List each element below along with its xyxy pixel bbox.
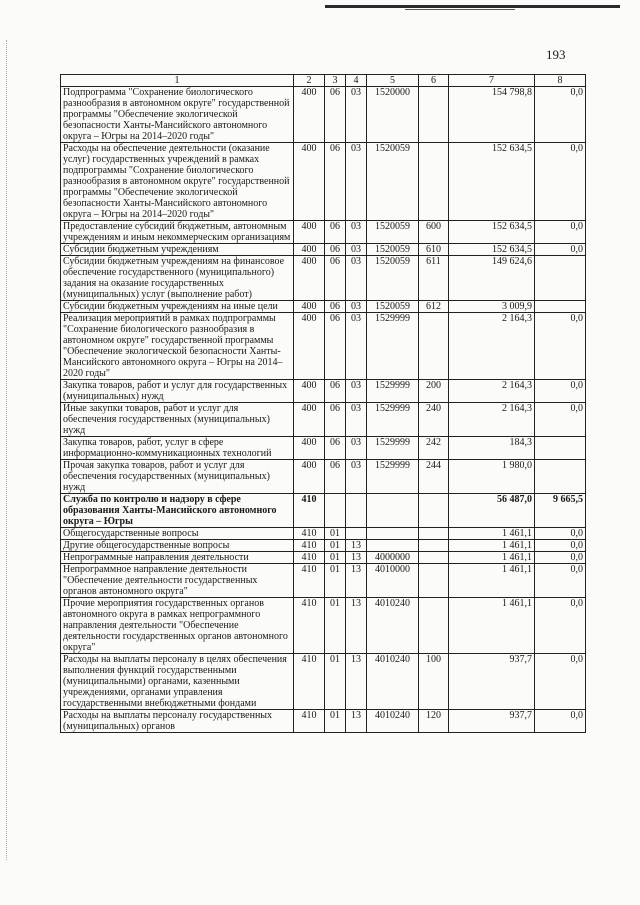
cell-section: 06 — [325, 380, 346, 403]
cell-subsection: 13 — [346, 564, 367, 598]
cell-amount: 1 461,1 — [449, 540, 535, 552]
cell-name: Прочие мероприятия государственных органов автономного округа в рамках непрограммного направления деятельности "Обеспечение деятельности государственных органов автономного округа" — [61, 598, 294, 654]
cell-expense-type — [419, 87, 449, 143]
table-row — [61, 301, 586, 313]
cell-target-article — [367, 494, 419, 528]
cell-name: Реализация мероприятий в рамках подпрограммы "Сохранение биологического разнообразия в автономном округе" государственной программы "Обеспечение экологической безопасности Ханты-Мансийского автономного округа – Югры на 2014–2020 годы" — [61, 313, 294, 380]
cell-subsection: 03 — [346, 301, 367, 313]
cell-subsection: 03 — [346, 403, 367, 437]
cell-name: Непрограммное направление деятельности "Обеспечение деятельности государственных органов автономного округа" — [61, 564, 294, 598]
cell-section: 01 — [325, 552, 346, 564]
table-row — [61, 552, 586, 564]
cell-admin-code: 400 — [294, 256, 325, 301]
col-header: 6 — [419, 75, 449, 87]
cell-name: Прочая закупка товаров, работ и услуг для обеспечения государственных (муниципальных) нужд — [61, 460, 294, 494]
cell-expense-type — [419, 494, 449, 528]
cell-name: Расходы на выплаты персоналу в целях обеспечения выполнения функций государственными (муниципальными) органами, казенными учреждениями, органами управления государственными внебюджетными фондами — [61, 654, 294, 710]
table-row — [61, 313, 586, 380]
cell-name: Другие общегосударственные вопросы — [61, 540, 294, 552]
cell-section: 06 — [325, 87, 346, 143]
cell-section: 06 — [325, 244, 346, 256]
cell-expense-type — [419, 540, 449, 552]
cell-amount: 152 634,5 — [449, 143, 535, 221]
page-number: 193 — [546, 47, 566, 62]
cell-amount: 937,7 — [449, 654, 535, 710]
cell-subvention-amount: 0,0 — [535, 313, 586, 380]
table-row — [61, 87, 586, 143]
cell-target-article: 4010240 — [367, 654, 419, 710]
table-row — [61, 256, 586, 301]
cell-target-article — [367, 540, 419, 552]
cell-amount: 152 634,5 — [449, 221, 535, 244]
cell-expense-type: 240 — [419, 403, 449, 437]
cell-target-article: 1520059 — [367, 301, 419, 313]
cell-subvention-amount: 0,0 — [535, 540, 586, 552]
cell-subvention-amount: 0,0 — [535, 143, 586, 221]
col-header: 5 — [367, 75, 419, 87]
cell-amount: 152 634,5 — [449, 244, 535, 256]
cell-subvention-amount — [535, 301, 586, 313]
cell-expense-type — [419, 598, 449, 654]
table-row — [61, 403, 586, 437]
cell-expense-type — [419, 564, 449, 598]
top-rule — [325, 5, 620, 8]
cell-subsection: 03 — [346, 460, 367, 494]
cell-target-article — [367, 528, 419, 540]
cell-amount: 1 980,0 — [449, 460, 535, 494]
cell-name: Иные закупки товаров, работ и услуг для обеспечения государственных (муниципальных) нужд — [61, 403, 294, 437]
table-row — [61, 540, 586, 552]
cell-admin-code: 400 — [294, 403, 325, 437]
cell-target-article: 4000000 — [367, 552, 419, 564]
col-header: 7 — [449, 75, 535, 87]
cell-admin-code: 400 — [294, 87, 325, 143]
cell-subvention-amount: 0,0 — [535, 552, 586, 564]
cell-section: 06 — [325, 301, 346, 313]
cell-name: Предоставление субсидий бюджетным, автономным учреждениям и иным некоммерческим организациям — [61, 221, 294, 244]
cell-expense-type: 200 — [419, 380, 449, 403]
cell-subvention-amount: 0,0 — [535, 403, 586, 437]
cell-expense-type: 242 — [419, 437, 449, 460]
cell-section: 01 — [325, 654, 346, 710]
cell-subsection: 03 — [346, 221, 367, 244]
cell-target-article: 1520059 — [367, 244, 419, 256]
table-row — [61, 710, 586, 733]
cell-expense-type: 100 — [419, 654, 449, 710]
table-header-row — [61, 75, 586, 87]
cell-subsection: 13 — [346, 598, 367, 654]
cell-subvention-amount: 0,0 — [535, 598, 586, 654]
cell-expense-type: 612 — [419, 301, 449, 313]
cell-subsection: 13 — [346, 540, 367, 552]
cell-name: Служба по контролю и надзору в сфере образования Ханты-Мансийского автономного округа – Югры — [61, 494, 294, 528]
cell-target-article: 1520059 — [367, 143, 419, 221]
cell-name: Общегосударственные вопросы — [61, 528, 294, 540]
cell-admin-code: 400 — [294, 143, 325, 221]
cell-section: 06 — [325, 403, 346, 437]
cell-admin-code: 410 — [294, 528, 325, 540]
cell-amount: 2 164,3 — [449, 313, 535, 380]
cell-subsection: 13 — [346, 654, 367, 710]
table-row — [61, 460, 586, 494]
cell-admin-code: 400 — [294, 244, 325, 256]
table-row — [61, 598, 586, 654]
cell-section — [325, 494, 346, 528]
cell-target-article: 1529999 — [367, 403, 419, 437]
cell-amount: 1 461,1 — [449, 598, 535, 654]
cell-admin-code: 400 — [294, 313, 325, 380]
cell-section: 06 — [325, 143, 346, 221]
cell-section: 01 — [325, 540, 346, 552]
cell-admin-code: 400 — [294, 437, 325, 460]
cell-subsection: 03 — [346, 244, 367, 256]
cell-expense-type: 120 — [419, 710, 449, 733]
cell-expense-type — [419, 552, 449, 564]
cell-target-article: 4010240 — [367, 710, 419, 733]
cell-expense-type: 611 — [419, 256, 449, 301]
cell-name: Субсидии бюджетным учреждениям — [61, 244, 294, 256]
cell-target-article: 4010000 — [367, 564, 419, 598]
table-row — [61, 437, 586, 460]
cell-admin-code: 410 — [294, 494, 325, 528]
cell-subsection: 03 — [346, 313, 367, 380]
top-rule-secondary — [405, 9, 515, 10]
cell-section: 01 — [325, 598, 346, 654]
cell-admin-code: 400 — [294, 460, 325, 494]
cell-target-article: 1529999 — [367, 437, 419, 460]
col-header: 3 — [325, 75, 346, 87]
cell-name: Закупка товаров, работ, услуг в сфере информационно-коммуникационных технологий — [61, 437, 294, 460]
cell-name: Расходы на выплаты персоналу государственных (муниципальных) органов — [61, 710, 294, 733]
table-row — [61, 654, 586, 710]
cell-expense-type: 244 — [419, 460, 449, 494]
cell-subvention-amount: 0,0 — [535, 528, 586, 540]
cell-subsection: 03 — [346, 380, 367, 403]
cell-target-article: 1529999 — [367, 313, 419, 380]
cell-subvention-amount: 9 665,5 — [535, 494, 586, 528]
cell-name: Субсидии бюджетным учреждениям на иные цели — [61, 301, 294, 313]
budget-table — [60, 74, 586, 733]
cell-section: 01 — [325, 710, 346, 733]
cell-subsection: 03 — [346, 87, 367, 143]
cell-amount: 1 461,1 — [449, 528, 535, 540]
cell-subvention-amount: 0,0 — [535, 87, 586, 143]
cell-amount: 154 798,8 — [449, 87, 535, 143]
cell-subsection: 13 — [346, 552, 367, 564]
cell-target-article: 1520059 — [367, 256, 419, 301]
cell-expense-type — [419, 313, 449, 380]
cell-name: Субсидии бюджетным учреждениям на финансовое обеспечение государственного (муниципального) задания на оказание государственных (муниципальных) услуг (выполнение работ) — [61, 256, 294, 301]
cell-subvention-amount: 0,0 — [535, 710, 586, 733]
cell-subsection — [346, 494, 367, 528]
cell-section: 01 — [325, 528, 346, 540]
cell-section: 06 — [325, 221, 346, 244]
cell-target-article: 1520000 — [367, 87, 419, 143]
cell-section: 01 — [325, 564, 346, 598]
cell-amount: 56 487,0 — [449, 494, 535, 528]
cell-subsection: 03 — [346, 143, 367, 221]
cell-subsection: 03 — [346, 256, 367, 301]
cell-amount: 1 461,1 — [449, 564, 535, 598]
cell-amount: 1 461,1 — [449, 552, 535, 564]
table-row — [61, 528, 586, 540]
cell-expense-type — [419, 528, 449, 540]
table-row — [61, 244, 586, 256]
cell-amount: 149 624,6 — [449, 256, 535, 301]
cell-expense-type — [419, 143, 449, 221]
table-row — [61, 380, 586, 403]
cell-subvention-amount: 0,0 — [535, 221, 586, 244]
table-row — [61, 221, 586, 244]
cell-name: Непрограммные направления деятельности — [61, 552, 294, 564]
cell-subvention-amount — [535, 437, 586, 460]
cell-subvention-amount: 0,0 — [535, 654, 586, 710]
col-header: 4 — [346, 75, 367, 87]
table-row — [61, 564, 586, 598]
table-row — [61, 494, 586, 528]
cell-name: Закупка товаров, работ и услуг для государственных (муниципальных) нужд — [61, 380, 294, 403]
table-row — [61, 143, 586, 221]
cell-target-article: 1520059 — [367, 221, 419, 244]
cell-section: 06 — [325, 313, 346, 380]
cell-admin-code: 410 — [294, 540, 325, 552]
cell-admin-code: 400 — [294, 221, 325, 244]
cell-admin-code: 400 — [294, 380, 325, 403]
cell-subvention-amount: 0,0 — [535, 244, 586, 256]
cell-subsection — [346, 528, 367, 540]
cell-admin-code: 410 — [294, 710, 325, 733]
col-header: 8 — [535, 75, 586, 87]
cell-subsection: 13 — [346, 710, 367, 733]
cell-amount: 184,3 — [449, 437, 535, 460]
cell-target-article: 4010240 — [367, 598, 419, 654]
cell-amount: 937,7 — [449, 710, 535, 733]
cell-name: Подпрограмма "Сохранение биологического разнообразия в автономном округе" государственной программы "Обеспечение экологической безопасности Ханты-Мансийского автономного округа – Югры на 2014–2020 годы" — [61, 87, 294, 143]
cell-subvention-amount — [535, 460, 586, 494]
cell-admin-code: 410 — [294, 564, 325, 598]
cell-expense-type: 610 — [419, 244, 449, 256]
margin-marks — [6, 40, 15, 860]
cell-expense-type: 600 — [419, 221, 449, 244]
cell-section: 06 — [325, 460, 346, 494]
col-header: 2 — [294, 75, 325, 87]
table-body — [61, 87, 586, 733]
cell-subvention-amount: 0,0 — [535, 380, 586, 403]
cell-admin-code: 410 — [294, 654, 325, 710]
cell-subvention-amount: 0,0 — [535, 564, 586, 598]
cell-name: Расходы на обеспечение деятельности (оказание услуг) государственных учреждений в рамках подпрограммы "Сохранение биологического разнообразия в автономном округе" государственной программы "Обеспечение экологической безопасности Ханты-Мансийского автономного округа – Югры на 2014–2020 годы" — [61, 143, 294, 221]
cell-amount: 3 009,9 — [449, 301, 535, 313]
cell-admin-code: 400 — [294, 301, 325, 313]
cell-section: 06 — [325, 256, 346, 301]
col-header: 1 — [61, 75, 294, 87]
cell-subsection: 03 — [346, 437, 367, 460]
cell-admin-code: 410 — [294, 552, 325, 564]
cell-subvention-amount — [535, 256, 586, 301]
cell-amount: 2 164,3 — [449, 403, 535, 437]
cell-target-article: 1529999 — [367, 380, 419, 403]
cell-amount: 2 164,3 — [449, 380, 535, 403]
cell-target-article: 1529999 — [367, 460, 419, 494]
cell-section: 06 — [325, 437, 346, 460]
cell-admin-code: 410 — [294, 598, 325, 654]
